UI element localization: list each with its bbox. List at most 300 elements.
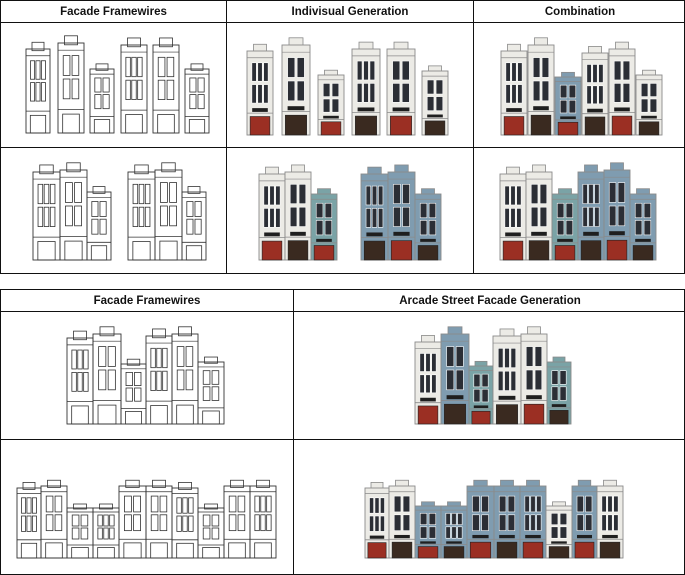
facade-signboard	[533, 106, 549, 110]
facade-window	[163, 371, 167, 390]
header-individual-generation: Indivisual Generation	[227, 1, 474, 23]
facade-window	[593, 64, 597, 82]
combination-row1	[474, 23, 685, 148]
facade-signboard	[393, 232, 409, 236]
facade-window	[608, 515, 612, 531]
facade-window	[203, 371, 210, 385]
facade-signboard	[264, 232, 280, 236]
header-arcade-street-generation: Arcade Street Facade Generation	[294, 290, 685, 312]
facade-window	[525, 496, 529, 512]
facade-window	[104, 515, 108, 526]
facade-body	[67, 508, 93, 558]
facade-window	[566, 220, 573, 235]
facade-window	[369, 498, 373, 513]
facade-window	[542, 81, 549, 101]
facade-window	[41, 83, 45, 101]
facade-window	[50, 184, 55, 203]
facade-window	[472, 496, 479, 512]
facade-window	[369, 516, 373, 531]
facade-window	[403, 515, 410, 531]
facade-window	[187, 202, 193, 217]
facade-window	[135, 372, 141, 385]
facade-window	[447, 370, 454, 390]
facade-shopfront	[368, 543, 386, 558]
facade-window	[183, 516, 187, 531]
facade-window	[378, 186, 383, 205]
facade-shopfront	[250, 117, 270, 135]
facade-window	[511, 371, 516, 390]
facade-window	[403, 496, 410, 512]
facade-window	[132, 80, 136, 99]
facade-window	[432, 375, 436, 393]
facade-window	[429, 513, 436, 524]
facade-shopfront	[285, 115, 306, 135]
facade-window	[482, 389, 488, 402]
facade-window	[126, 57, 130, 76]
facade-window	[134, 496, 141, 512]
facade-body	[121, 364, 146, 424]
facade-window	[593, 86, 597, 104]
facade-window	[203, 528, 210, 539]
facade-window	[151, 496, 158, 512]
facade-window	[160, 496, 167, 512]
facade-window	[508, 496, 515, 512]
facade-window	[252, 85, 256, 103]
street-wireframe-row2-drawing	[1, 440, 293, 574]
individual-generation-row1-image	[227, 23, 473, 147]
facade-window	[402, 83, 409, 102]
facade-body	[250, 486, 276, 558]
facade-window	[195, 202, 201, 217]
facade-window	[511, 348, 516, 367]
facade-window	[420, 220, 427, 235]
facade-window	[170, 183, 177, 203]
facade-window	[403, 207, 410, 226]
facade-window	[157, 371, 161, 390]
facade-window	[30, 83, 34, 101]
facade-shopfront	[503, 241, 523, 260]
facade-window	[252, 63, 256, 81]
facade-window	[126, 388, 132, 401]
facade-window	[132, 57, 136, 76]
facade-window	[21, 498, 25, 513]
facade-signboard	[420, 239, 436, 242]
facade-window	[623, 83, 630, 102]
facade-window	[160, 515, 167, 531]
facade-signboard	[560, 116, 576, 119]
facade-window	[583, 184, 587, 203]
facade-window	[288, 81, 295, 101]
facade-signboard	[447, 395, 464, 399]
facade-shopfront	[126, 411, 142, 424]
facade-signboard	[252, 108, 268, 112]
facade-window	[95, 95, 101, 109]
facade-window	[482, 515, 489, 531]
facade-window	[505, 371, 510, 390]
facade-window	[78, 350, 82, 369]
facade-window	[599, 64, 603, 82]
facade-window	[190, 78, 196, 92]
facade-window	[370, 83, 375, 102]
facade-window	[458, 513, 462, 524]
facade-window	[267, 515, 271, 531]
facade-window	[238, 496, 245, 512]
facade-window	[81, 528, 88, 539]
facade-window	[270, 186, 274, 205]
facade-window	[238, 515, 245, 531]
facade-body	[128, 172, 155, 260]
facade-shopfront	[255, 543, 272, 558]
header-facade-framewires: Facade Framewires	[1, 1, 227, 23]
facade-window	[426, 375, 430, 393]
facade-window	[420, 203, 427, 218]
facade-window	[420, 527, 427, 538]
facade-signboard	[587, 109, 603, 113]
facade-window	[499, 515, 506, 531]
facade-signboard	[394, 535, 410, 538]
facade-window	[533, 58, 540, 78]
facade-window	[420, 513, 427, 524]
facade-window	[55, 496, 62, 512]
facade-window	[560, 527, 567, 538]
facade-window	[432, 353, 436, 371]
facade-window	[505, 348, 510, 367]
facade-shopfront	[177, 543, 194, 558]
wireframe-row2	[1, 148, 227, 273]
facade-signboard	[531, 232, 547, 236]
facade-window	[264, 63, 268, 81]
facade-window	[456, 347, 463, 367]
facade-window	[183, 498, 187, 513]
facade-window	[551, 513, 558, 524]
facade-window	[511, 186, 515, 205]
facade-window	[531, 207, 538, 226]
facade-window	[614, 83, 621, 102]
facade-window	[533, 81, 540, 101]
facade-window	[364, 83, 369, 102]
facade-window	[569, 100, 576, 113]
facade-window	[126, 80, 130, 99]
facade-window	[72, 56, 79, 76]
facade-shopfront	[575, 542, 594, 558]
facade-window	[525, 515, 529, 531]
facade-signboard	[609, 231, 625, 235]
facade-signboard	[472, 535, 488, 538]
facade-shopfront	[496, 405, 517, 424]
facade-window	[229, 515, 236, 531]
facade-window	[372, 208, 377, 227]
facade-window	[27, 516, 31, 531]
facade-signboard	[557, 239, 573, 242]
facade-window	[644, 203, 651, 218]
facade-window	[323, 99, 330, 112]
facade-signboard	[316, 239, 332, 242]
facade-body	[182, 192, 206, 260]
facade-body	[58, 43, 84, 133]
facade-window	[264, 186, 268, 205]
facade-window	[366, 208, 371, 227]
facade-shopfront	[531, 115, 551, 135]
facade-window	[595, 207, 599, 226]
facade-window	[402, 61, 409, 80]
facade-window	[145, 207, 150, 226]
facade-window	[512, 85, 516, 103]
facade-window	[537, 515, 541, 531]
facade-window	[531, 184, 538, 203]
facade-window	[36, 61, 40, 79]
facade-shopfront	[497, 542, 517, 558]
facade-window	[602, 515, 606, 531]
facade-window	[609, 206, 616, 226]
facade-body	[60, 170, 87, 260]
facade-window	[499, 496, 506, 512]
facade-window	[264, 85, 268, 103]
combination-row2	[474, 148, 685, 273]
facade-window	[512, 63, 516, 81]
facade-window	[498, 348, 503, 367]
generation-row1	[227, 23, 474, 148]
facade-signboard	[506, 108, 522, 112]
wireframe-row2-drawing	[1, 148, 226, 273]
facade-signboard	[577, 535, 592, 538]
facade-window	[364, 61, 369, 80]
facade-shopfront	[390, 116, 411, 135]
facade-window	[635, 203, 642, 218]
facade-window	[436, 97, 443, 111]
facade-shopfront	[549, 547, 569, 558]
facade-window	[551, 527, 558, 538]
facade-window	[270, 208, 274, 227]
facade-signboard	[525, 535, 541, 538]
facade-window	[393, 61, 400, 80]
facade-shopfront	[98, 548, 115, 559]
facade-window	[569, 85, 576, 98]
facade-signboard	[583, 232, 599, 236]
facade-window	[255, 515, 259, 531]
facade-window	[375, 516, 379, 531]
combination-row2-image	[474, 148, 685, 273]
facade-window	[618, 183, 625, 203]
facade-window	[635, 220, 642, 235]
facade-window	[429, 203, 436, 218]
facade-window	[456, 370, 463, 390]
facade-window	[650, 99, 657, 112]
facade-window	[32, 498, 36, 513]
facade-window	[65, 183, 72, 203]
facade-window	[100, 219, 106, 234]
facade-signboard	[635, 239, 651, 242]
facade-signboard	[505, 232, 521, 236]
facade-window	[157, 348, 161, 367]
facade-body	[67, 338, 93, 424]
facade-window	[158, 57, 165, 76]
facade-signboard	[552, 404, 566, 407]
facade-window	[186, 347, 193, 367]
facade-window	[427, 80, 434, 94]
facade-window	[297, 58, 304, 78]
facade-window	[186, 370, 193, 390]
facade-shopfront	[639, 122, 659, 135]
facade-body	[224, 486, 250, 558]
facade-shopfront	[418, 406, 438, 424]
combination-row1-image	[474, 23, 685, 147]
facade-window	[108, 370, 115, 390]
facade-window	[177, 347, 184, 367]
facade-body	[153, 45, 179, 133]
facade-window	[589, 184, 593, 203]
facade-window	[372, 186, 377, 205]
facade-window	[38, 207, 43, 226]
facade-shopfront	[203, 411, 220, 424]
facade-window	[446, 527, 450, 538]
facade-body	[155, 170, 182, 260]
wireframe-row1-drawing	[1, 23, 226, 147]
facade-window	[560, 100, 567, 113]
facade-window	[644, 220, 651, 235]
facade-window	[212, 387, 219, 401]
facade-window	[366, 186, 371, 205]
facade-shopfront	[550, 410, 568, 424]
facade-window	[72, 528, 79, 539]
facade-window	[602, 496, 606, 512]
facade-window	[599, 86, 603, 104]
facade-window	[506, 63, 510, 81]
facade-window	[290, 207, 297, 226]
facade-window	[537, 496, 541, 512]
facade-signboard	[446, 541, 462, 543]
facade-window	[95, 78, 101, 92]
facade-body	[185, 69, 209, 133]
facade-window	[65, 206, 72, 226]
facade-window	[332, 99, 339, 112]
facade-window	[526, 347, 533, 367]
facade-window	[151, 348, 155, 367]
facade-window	[380, 498, 384, 513]
facade-window	[332, 83, 339, 96]
facade-body	[119, 486, 146, 558]
facade-window	[38, 184, 43, 203]
facade-shopfront	[418, 245, 438, 260]
street-wireframe-row1	[1, 312, 294, 440]
facade-window	[267, 496, 271, 512]
facade-shopfront	[444, 547, 464, 558]
street-generation-row1-image	[294, 312, 685, 439]
facade-shopfront	[98, 405, 116, 424]
facade-window	[614, 496, 618, 512]
facade-shopfront	[229, 543, 246, 558]
facade-shopfront	[203, 548, 220, 559]
facade-window	[158, 80, 165, 99]
header-combination: Combination	[474, 1, 685, 23]
facade-window	[587, 64, 591, 82]
facade-window	[505, 208, 509, 227]
facade-window	[429, 527, 436, 538]
facade-window	[609, 183, 616, 203]
facade-window	[32, 516, 36, 531]
facade-window	[170, 206, 177, 226]
facade-window	[81, 515, 88, 526]
facade-window	[505, 186, 509, 205]
facade-window	[145, 184, 150, 203]
facade-window	[297, 81, 304, 101]
facade-window	[203, 387, 210, 401]
facade-window	[195, 219, 201, 234]
facade-window	[511, 208, 515, 227]
individual-generation-row2-image	[227, 148, 473, 273]
facade-body	[93, 508, 119, 558]
facade-shopfront	[38, 242, 55, 260]
facade-window	[126, 372, 132, 385]
facade-shopfront	[470, 542, 491, 558]
facade-window	[78, 372, 82, 391]
facade-window	[160, 206, 167, 226]
facade-window	[134, 515, 141, 531]
facade-window	[587, 86, 591, 104]
facade-shopfront	[581, 241, 601, 260]
facade-window	[84, 350, 88, 369]
facade-window	[261, 515, 265, 531]
facade-window	[299, 207, 306, 226]
facade-window	[608, 496, 612, 512]
facade-shopfront	[523, 542, 543, 558]
facade-window	[133, 207, 138, 226]
facade-window	[325, 220, 332, 235]
facade-signboard	[358, 107, 375, 111]
facade-window	[436, 80, 443, 94]
facade-shopfront	[444, 404, 465, 424]
facade-window	[75, 206, 82, 226]
facade-shopfront	[262, 241, 282, 260]
facade-body	[33, 172, 60, 260]
facade-window	[508, 515, 515, 531]
facade-shopfront	[600, 542, 620, 558]
facade-window	[420, 375, 424, 393]
facade-window	[446, 513, 450, 524]
facade-shopfront	[158, 115, 175, 133]
facade-window	[316, 220, 323, 235]
facade-signboard	[323, 116, 339, 119]
facade-window	[394, 496, 401, 512]
facade-shopfront	[555, 245, 575, 260]
facade-window	[614, 515, 618, 531]
facade-signboard	[602, 535, 618, 538]
facade-window	[560, 387, 566, 401]
facade-window	[187, 219, 193, 234]
wireframe-row1	[1, 23, 227, 148]
facade-window	[552, 387, 558, 401]
facade-shopfront	[288, 241, 308, 260]
facade-window	[167, 57, 174, 76]
facade-shopfront	[355, 116, 376, 135]
facade-shopfront	[612, 116, 632, 135]
facade-window	[36, 83, 40, 101]
facade-window	[357, 61, 362, 80]
top-panel	[0, 0, 685, 274]
facade-window	[393, 207, 400, 226]
facade-shopfront	[124, 543, 141, 558]
facade-window	[138, 57, 142, 76]
facade-body	[121, 45, 147, 133]
facade-window	[63, 79, 70, 99]
facade-window	[535, 347, 542, 367]
facade-shopfront	[524, 404, 544, 424]
facade-window	[393, 184, 400, 203]
facade-body	[198, 508, 224, 558]
facade-signboard	[526, 395, 542, 399]
facade-window	[189, 516, 193, 531]
facade-window	[276, 186, 280, 205]
facade-window	[560, 85, 567, 98]
